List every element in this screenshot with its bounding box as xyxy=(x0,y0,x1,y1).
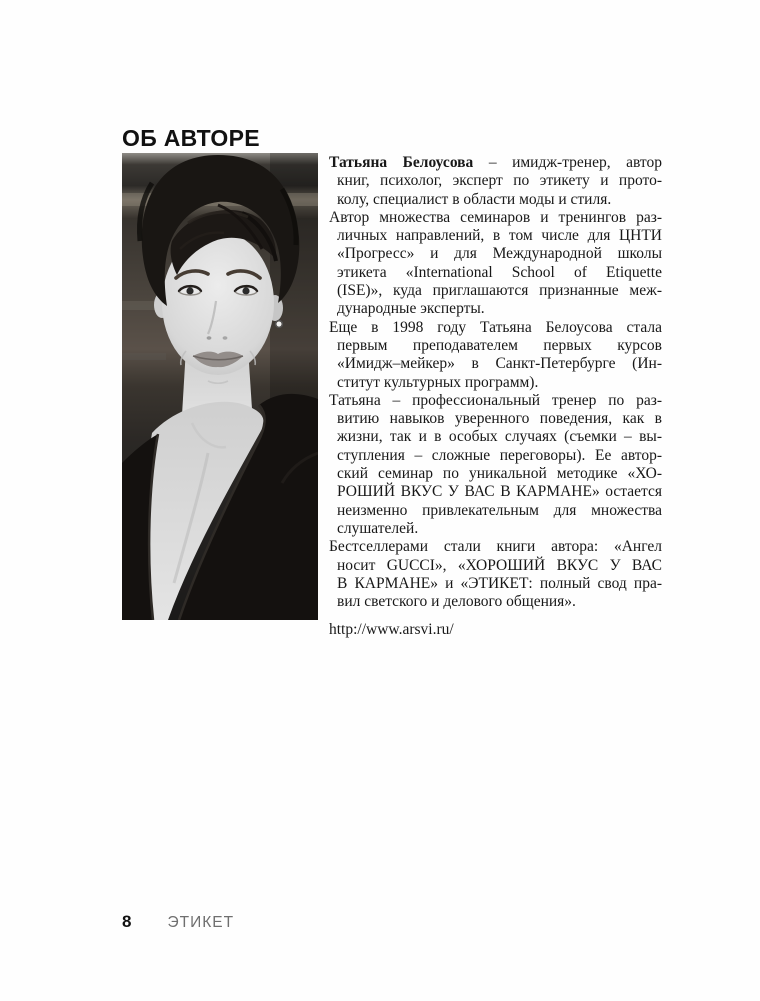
text-line: вил светского и делового общения». xyxy=(337,593,576,611)
text-line: «Прогресс» и для Международной школы xyxy=(337,245,662,263)
paragraph xyxy=(329,538,662,611)
text-line: ский семинар по уникальной методике «ХО- xyxy=(337,465,662,483)
text-line: слушателей. xyxy=(337,519,419,537)
text-line: Бестселлерами стали книги автора: «Ангел xyxy=(329,538,662,556)
text-line: Еще в 1998 году Татьяна Белоусова стала xyxy=(329,318,662,336)
page-title: ОБ АВТОРЕ xyxy=(122,125,260,152)
paragraph xyxy=(329,209,662,319)
text-line: Автор множества семинаров и тренингов раз- xyxy=(329,208,662,226)
text-line: РОШИЙ ВКУС У ВАС В КАРМАНЕ» остается xyxy=(337,483,662,501)
text-line: ступления – сложные переговоры). Ее автор- xyxy=(337,446,662,464)
author-portrait-illustration xyxy=(122,153,318,620)
text-line: первым преподавателем первых курсов xyxy=(337,336,662,354)
text-line: Татьяна – профессиональный тренер по раз- xyxy=(329,391,662,409)
running-book-title: ЭТИКЕТ xyxy=(167,914,235,931)
text-line: личных направлений, в том числе для ЦНТИ xyxy=(337,227,662,245)
text-line: жизни, так и в особых случаях (съемки – вы- xyxy=(337,428,662,446)
text-line: ститут культурных программ). xyxy=(337,373,539,391)
earring xyxy=(276,321,281,326)
paragraph xyxy=(329,154,662,209)
text-line: (ISE)», куда приглашаются признанные меж- xyxy=(337,282,662,300)
page-number: 8 xyxy=(122,912,132,931)
text-line: колу, специалист в области моды и стиля. xyxy=(337,190,612,208)
text-line: витию навыков уверенного поведения, как в xyxy=(337,410,662,428)
paragraph xyxy=(329,621,662,639)
text-line: Татьяна Белоусова – имидж-тренер, автор xyxy=(329,154,662,171)
text-line: http://www.arsvi.ru/ xyxy=(329,621,454,639)
text-line: В КАРМАНЕ» и «ЭТИКЕТ: полный свод пра- xyxy=(337,574,662,592)
text-line: неизменно привлекательным для множества xyxy=(337,501,662,519)
text-column xyxy=(329,154,662,640)
author-photo xyxy=(122,153,318,620)
text-line: этикета «International School of Etiquette xyxy=(337,263,662,281)
paragraph xyxy=(329,392,662,538)
paragraph xyxy=(329,319,662,392)
text-line: носит GUCCI», «ХОРОШИЙ ВКУС У ВАС xyxy=(337,556,662,574)
text-line: «Имидж–мейкер» в Санкт-Петербурге (Ин- xyxy=(337,355,662,373)
text-line: книг, психолог, эксперт по этикету и прото- xyxy=(337,172,662,190)
page-footer xyxy=(122,912,234,932)
text-line: дународные эксперты. xyxy=(337,300,485,318)
